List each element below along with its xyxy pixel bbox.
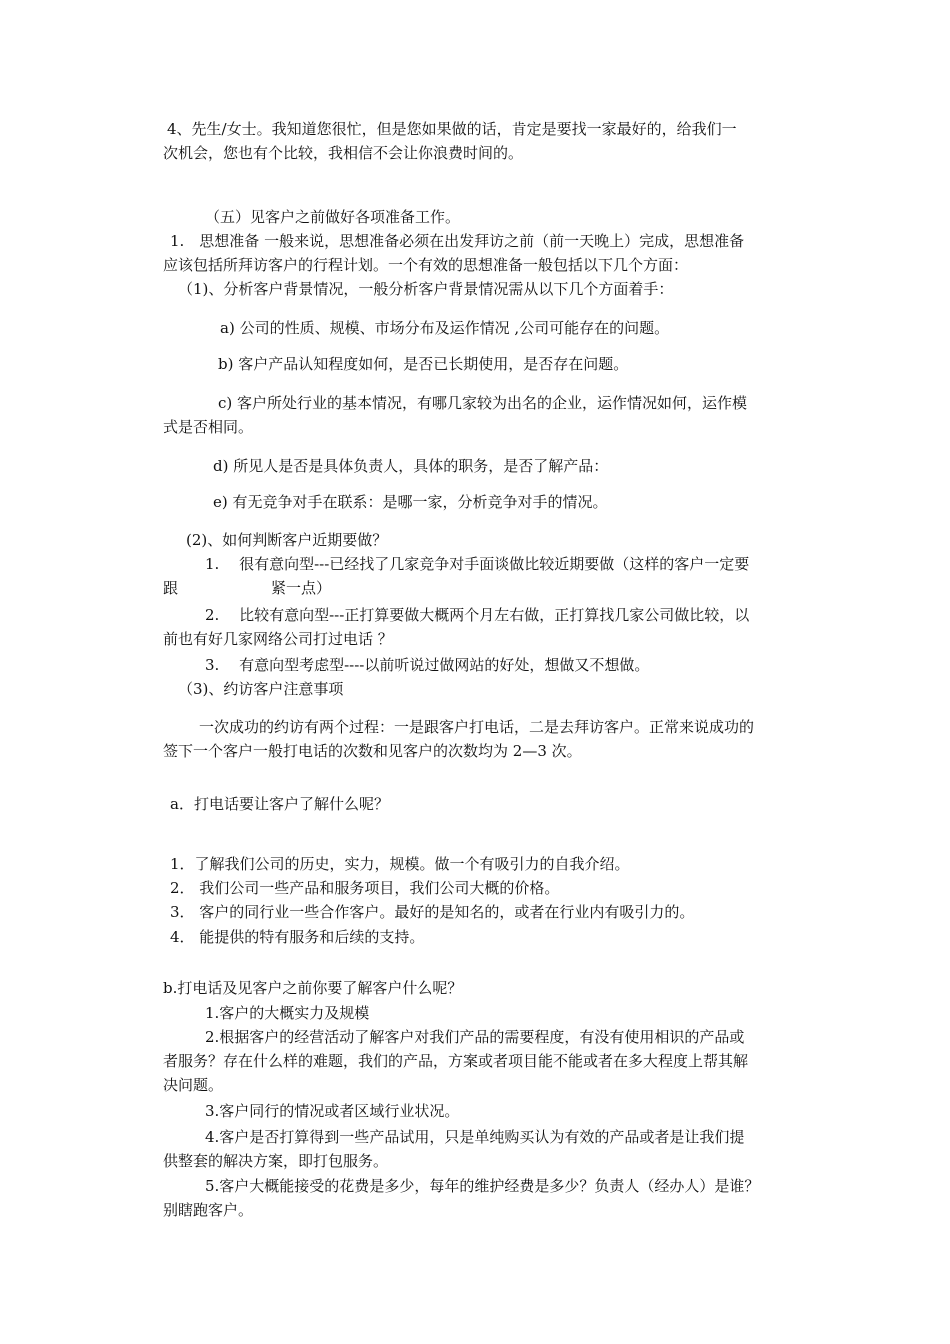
section-a-item-1: 1．了解我们公司的历史，实力，规模。做一个有吸引力的自我介绍。 bbox=[170, 855, 630, 873]
paragraph-4-line-2: 次机会，您也有个比较，我相信不会让你浪费时间的。 bbox=[163, 144, 524, 162]
section-5-heading: （五）见客户之前做好各项准备工作。 bbox=[205, 208, 461, 226]
section-b-item-2-line-3: 决问题。 bbox=[163, 1076, 224, 1094]
background-item-e: e) 有无竞争对手在联系：是哪一家，分析竞争对手的情况。 bbox=[213, 493, 608, 511]
section-b-item-3: 3.客户同行的情况或者区域行业状况。 bbox=[205, 1102, 460, 1120]
section-b-item-2-line-2: 者服务？存在什么样的难题，我们的产品，方案或者项目能不能或者在多大程度上帮其解 bbox=[163, 1052, 749, 1070]
section-b-item-2-line-1: 2.根据客户的经营活动了解客户对我们产品的需要程度，有没有使用相识的产品或 bbox=[205, 1028, 745, 1046]
section-a-heading: a．打电话要让客户了解什么呢？ bbox=[170, 795, 389, 813]
section-b-item-5-line-2: 别瞎跑客户。 bbox=[163, 1201, 254, 1219]
visit-paragraph-line-1: 一次成功的约访有两个过程：一是跟客户打电话，二是去拜访客户。正常来说成功的 bbox=[199, 718, 755, 736]
section-b-item-4-line-2: 供整套的解决方案，即打包服务。 bbox=[163, 1152, 389, 1170]
prep-intro-line-2: 应该包括所拜访客户的行程计划。一个有效的思想准备一般包括以下几个方面： bbox=[163, 256, 689, 274]
section-b-heading: b.打电话及见客户之前你要了解客户什么呢？ bbox=[163, 979, 463, 997]
section-a-item-3: 3． 客户的同行业一些合作客户。最好的是知名的，或者在行业内有吸引力的。 bbox=[170, 903, 695, 921]
background-item-d: d) 所见人是否是具体负责人，具体的职务，是否了解产品： bbox=[213, 457, 609, 475]
subsection-1-heading: （1)、分析客户背景情况，一般分析客户背景情况需从以下几个方面着手： bbox=[178, 280, 674, 298]
subsection-3-heading: （3)、约访客户注意事项 bbox=[178, 680, 344, 698]
judge-type-1-line-1: 1. 很有意向型---已经找了几家竞争对手面谈做比较近期要做（这样的客户一定要 bbox=[205, 555, 750, 573]
subsection-2-heading: (2)、如何判断客户近期要做？ bbox=[186, 531, 388, 549]
background-item-c-line-2: 式是否相同。 bbox=[163, 418, 254, 436]
section-b-item-1: 1.客户的大概实力及规模 bbox=[205, 1004, 370, 1022]
background-item-b: b) 客户产品认知程度如何，是否已长期使用，是否存在问题。 bbox=[218, 355, 629, 373]
paragraph-4-line-1: 4、先生/女士。我知道您很忙，但是您如果做的话，肯定是要找一家最好的，给我们一 bbox=[167, 120, 737, 138]
judge-type-1-line-2b: 紧一点） bbox=[271, 579, 332, 597]
judge-type-2-line-1: 2. 比较有意向型---正打算要做大概两个月左右做，正打算找几家公司做比较，以 bbox=[205, 606, 750, 624]
prep-intro-line-1: 1. 思想准备 一般来说，思想准备必须在出发拜访之前（前一天晚上）完成，思想准备 bbox=[170, 232, 745, 250]
section-a-item-4: 4． 能提供的特有服务和后续的支持。 bbox=[170, 928, 425, 946]
section-a-item-2: 2． 我们公司一些产品和服务项目，我们公司大概的价格。 bbox=[170, 879, 560, 897]
section-b-item-4-line-1: 4.客户是否打算得到一些产品试用，只是单纯购买认为有效的产品或者是让我们提 bbox=[205, 1128, 745, 1146]
visit-paragraph-line-2: 签下一个客户一般打电话的次数和见客户的次数均为 2—3 次。 bbox=[163, 742, 582, 760]
section-b-item-5-line-1: 5.客户大概能接受的花费是多少，每年的维护经费是多少？负责人（经办人）是谁？ bbox=[205, 1177, 760, 1195]
judge-type-1-line-2a: 跟 bbox=[163, 579, 179, 597]
judge-type-3: 3. 有意向型考虑型----以前听说过做网站的好处，想做又不想做。 bbox=[205, 656, 650, 674]
background-item-a: a) 公司的性质、规模、市场分布及运作情况 ,公司可能存在的问题。 bbox=[220, 319, 670, 337]
background-item-c-line-1: c) 客户所处行业的基本情况，有哪几家较为出名的企业，运作情况如何，运作模 bbox=[218, 394, 748, 412]
judge-type-2-line-2: 前也有好几家网络公司打过电话 ？ bbox=[163, 630, 393, 648]
